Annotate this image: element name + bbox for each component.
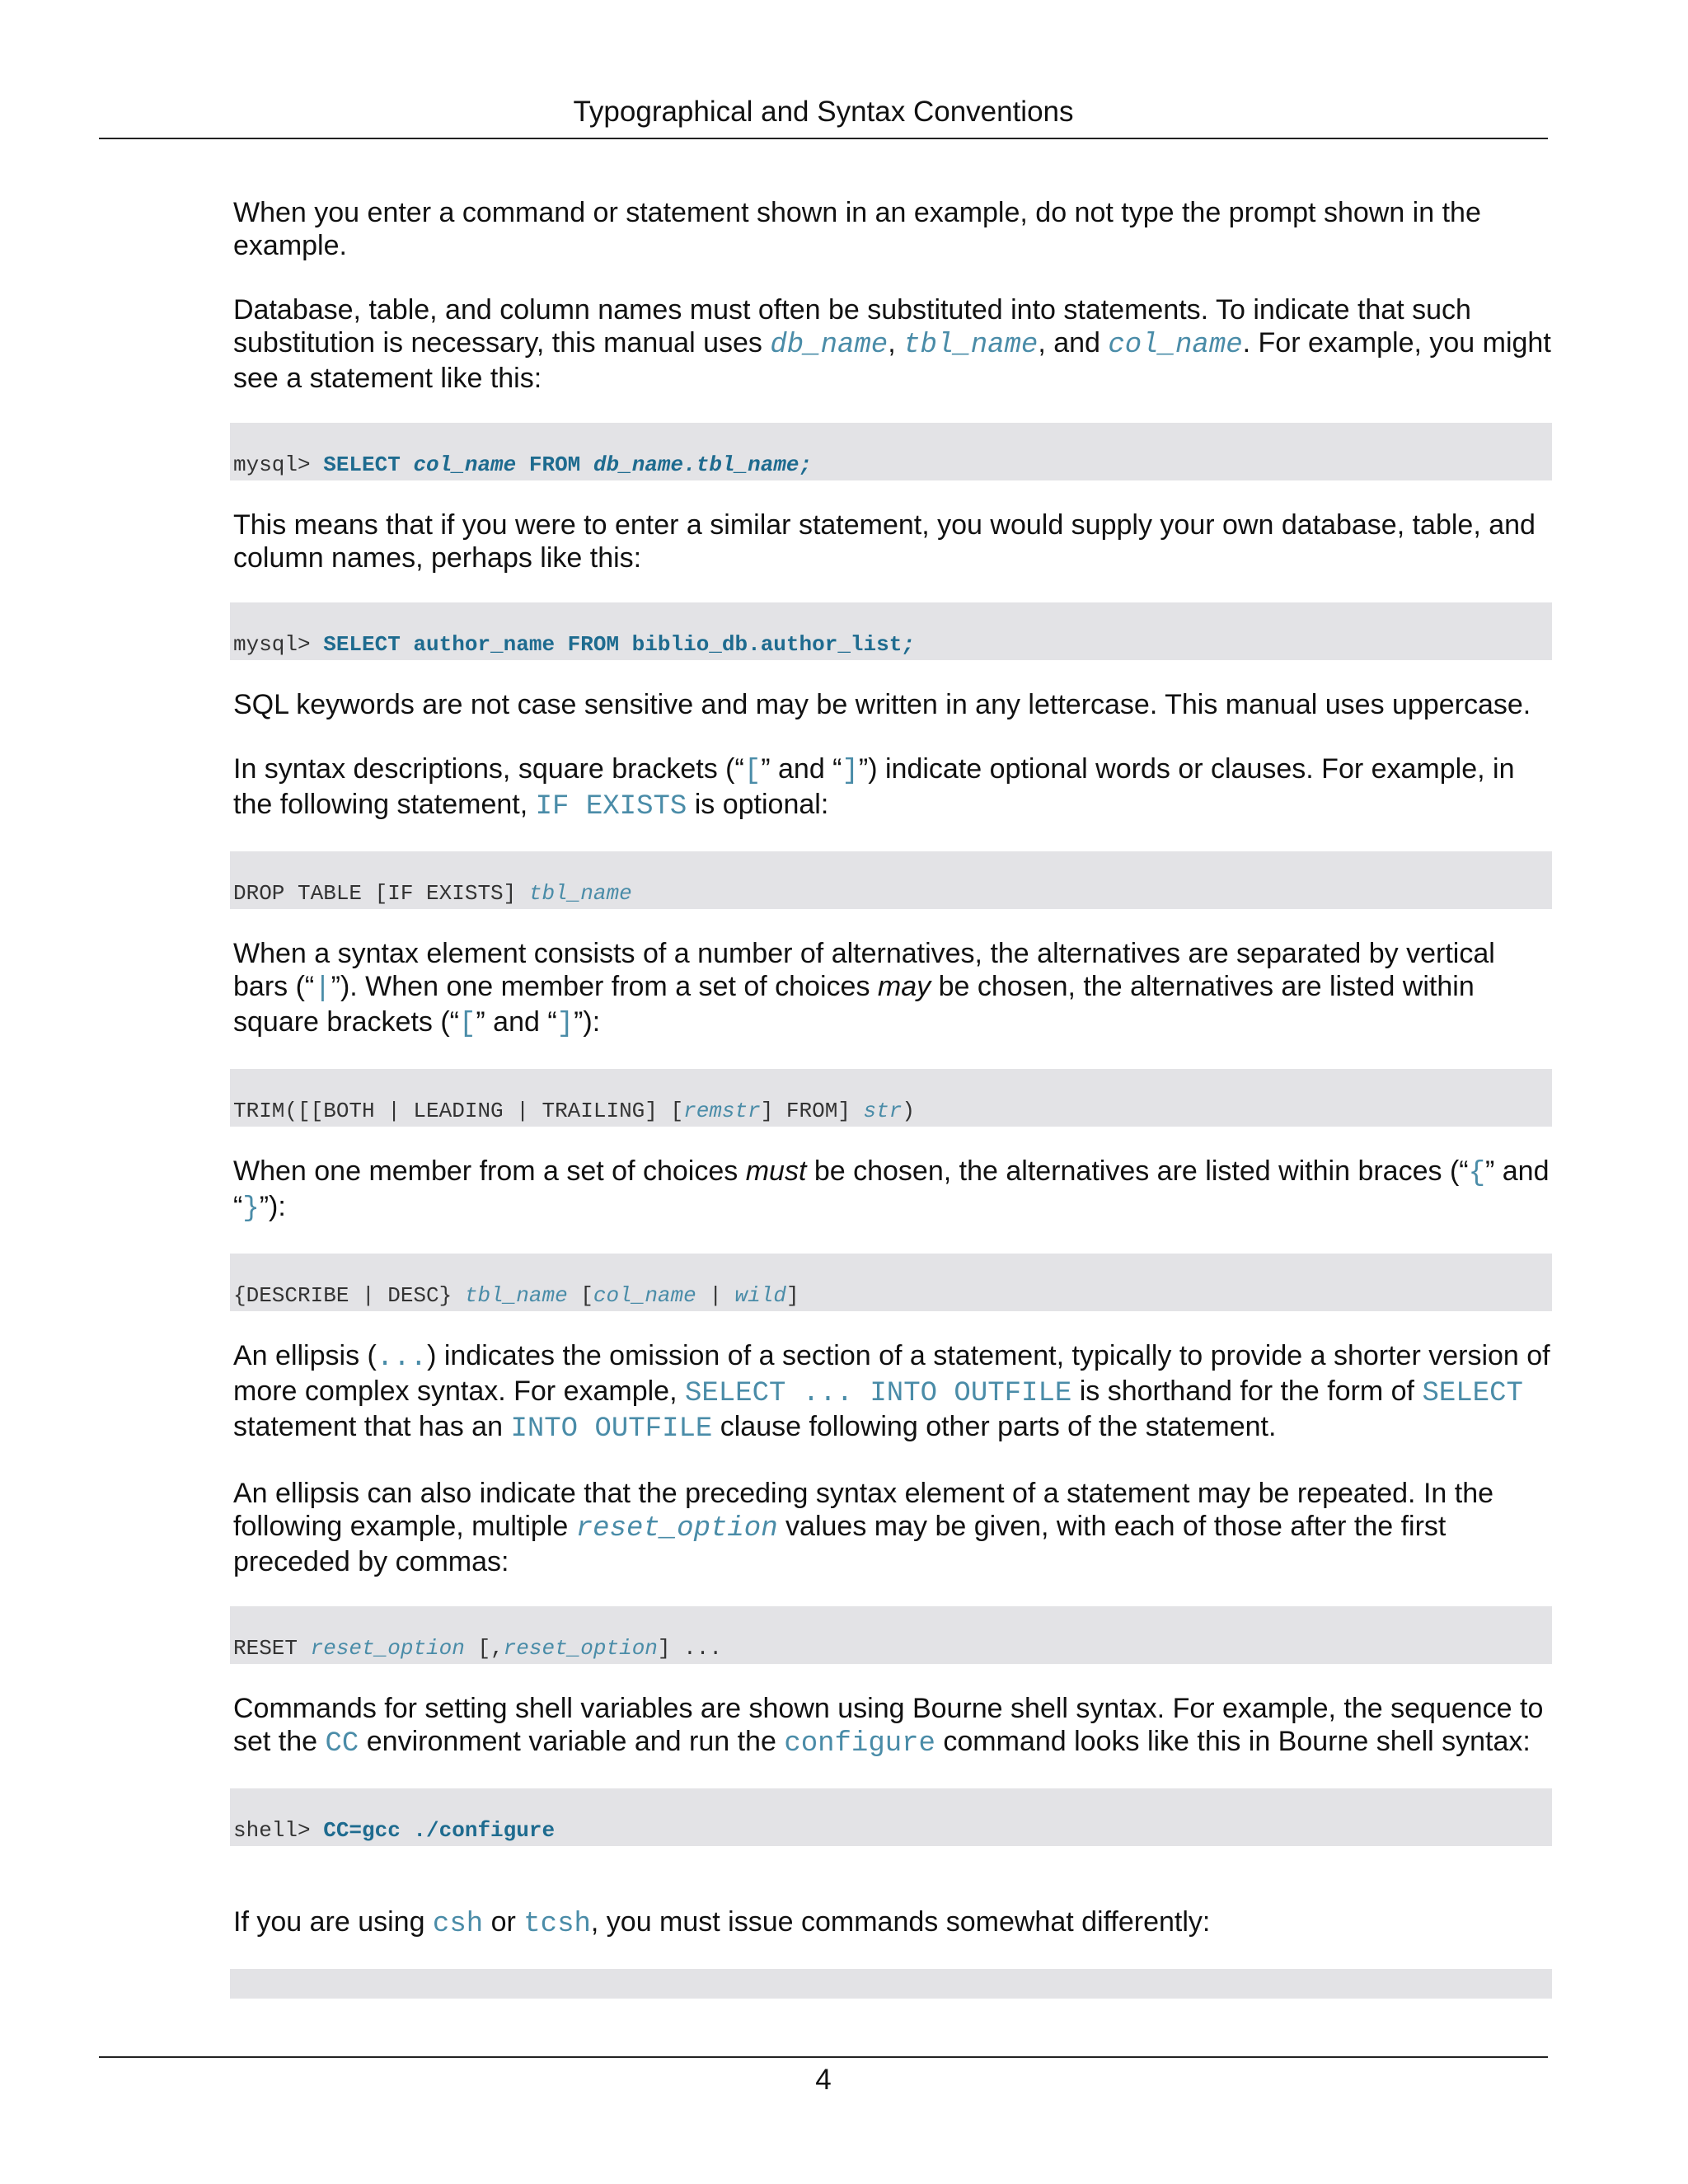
paragraph-shell-variables: Commands for setting shell variables are shown using Bourne shell syntax. For example, the sequence to set the CC environment variable and run the configure command looks like this in Bourne shell syntax:: [233, 1693, 1544, 1760]
inline-code-tbl-name: tbl_name: [903, 330, 1039, 361]
paragraph-square-brackets: In syntax descriptions, square brackets (“[” and “]”) indicate optional words or clauses. For example, in the following statement, IF EXISTS is optional:: [233, 753, 1515, 823]
header-rule: [99, 138, 1548, 139]
paragraph-ellipsis-repeat: An ellipsis can also indicate that the preceding syntax element of a statement may be repeated. In the following example, multiple reset_option values may be given, with each of those after the first preceded by commas:: [233, 1478, 1494, 1577]
document-body: [233, 196, 1552, 1999]
code-block-select-example: mysql> SELECT author_name FROM biblio_db.author_list;: [230, 602, 1552, 660]
paragraph-own-names: This means that if you were to enter a similar statement, you would supply your own database, table, and column names, perhaps like this:: [233, 509, 1536, 574]
code-block-empty: [230, 1969, 1552, 1999]
paragraph-substitution: Database, table, and column names must often be substituted into statements. To indicate that such substitution is necessary, this manual uses db_name, tbl_name, and col_name. For example, you might see a statement like this:: [233, 294, 1551, 394]
paragraph-ellipsis-omission: An ellipsis (...) indicates the omission of a section of a statement, typically to provide a shorter version of more complex syntax. For example, SELECT ... INTO OUTFILE is shorthand for the form of SELECT statement that has an INTO OUTFILE clause following other parts of the statement.: [233, 1340, 1550, 1445]
inline-code-col-name: col_name: [1108, 330, 1243, 361]
inline-code-db-name: db_name: [770, 330, 889, 361]
code-block-select-placeholder: mysql> SELECT col_name FROM db_name.tbl_name;: [230, 423, 1552, 480]
code-block-trim: TRIM([[BOTH | LEADING | TRAILING] [remstr] FROM] str): [230, 1069, 1552, 1127]
paragraph-csh-tcsh: If you are using csh or tcsh, you must issue commands somewhat differently:: [233, 1906, 1211, 1940]
paragraph-braces: When one member from a set of choices must be chosen, the alternatives are listed within braces (“{” and “}”):: [233, 1155, 1550, 1225]
inline-code-if-exists: IF EXISTS: [535, 791, 687, 823]
code-block-shell-configure: shell> CC=gcc ./configure: [230, 1788, 1552, 1846]
page-header-title: Typographical and Syntax Conventions: [573, 96, 1074, 128]
paragraph-alternatives: When a syntax element consists of a number of alternatives, the alternatives are separated by vertical bars (“|”). When one member from a set of choices may be chosen, the alternatives are listed within square brackets (“[” and “]”):: [233, 938, 1495, 1040]
code-block-describe: {DESCRIBE | DESC} tbl_name [col_name | wild]: [230, 1254, 1552, 1311]
footer-rule: [99, 2056, 1548, 2058]
page-number: 4: [815, 2064, 832, 2096]
paragraph-keywords-case: SQL keywords are not case sensitive and may be written in any lettercase. This manual uses uppercase.: [233, 689, 1531, 720]
paragraph-prompt-note: When you enter a command or statement shown in an example, do not type the prompt shown in the example.: [233, 197, 1481, 261]
code-block-drop-table: DROP TABLE [IF EXISTS] tbl_name: [230, 851, 1552, 909]
code-block-reset: RESET reset_option [,reset_option] ...: [230, 1606, 1552, 1664]
